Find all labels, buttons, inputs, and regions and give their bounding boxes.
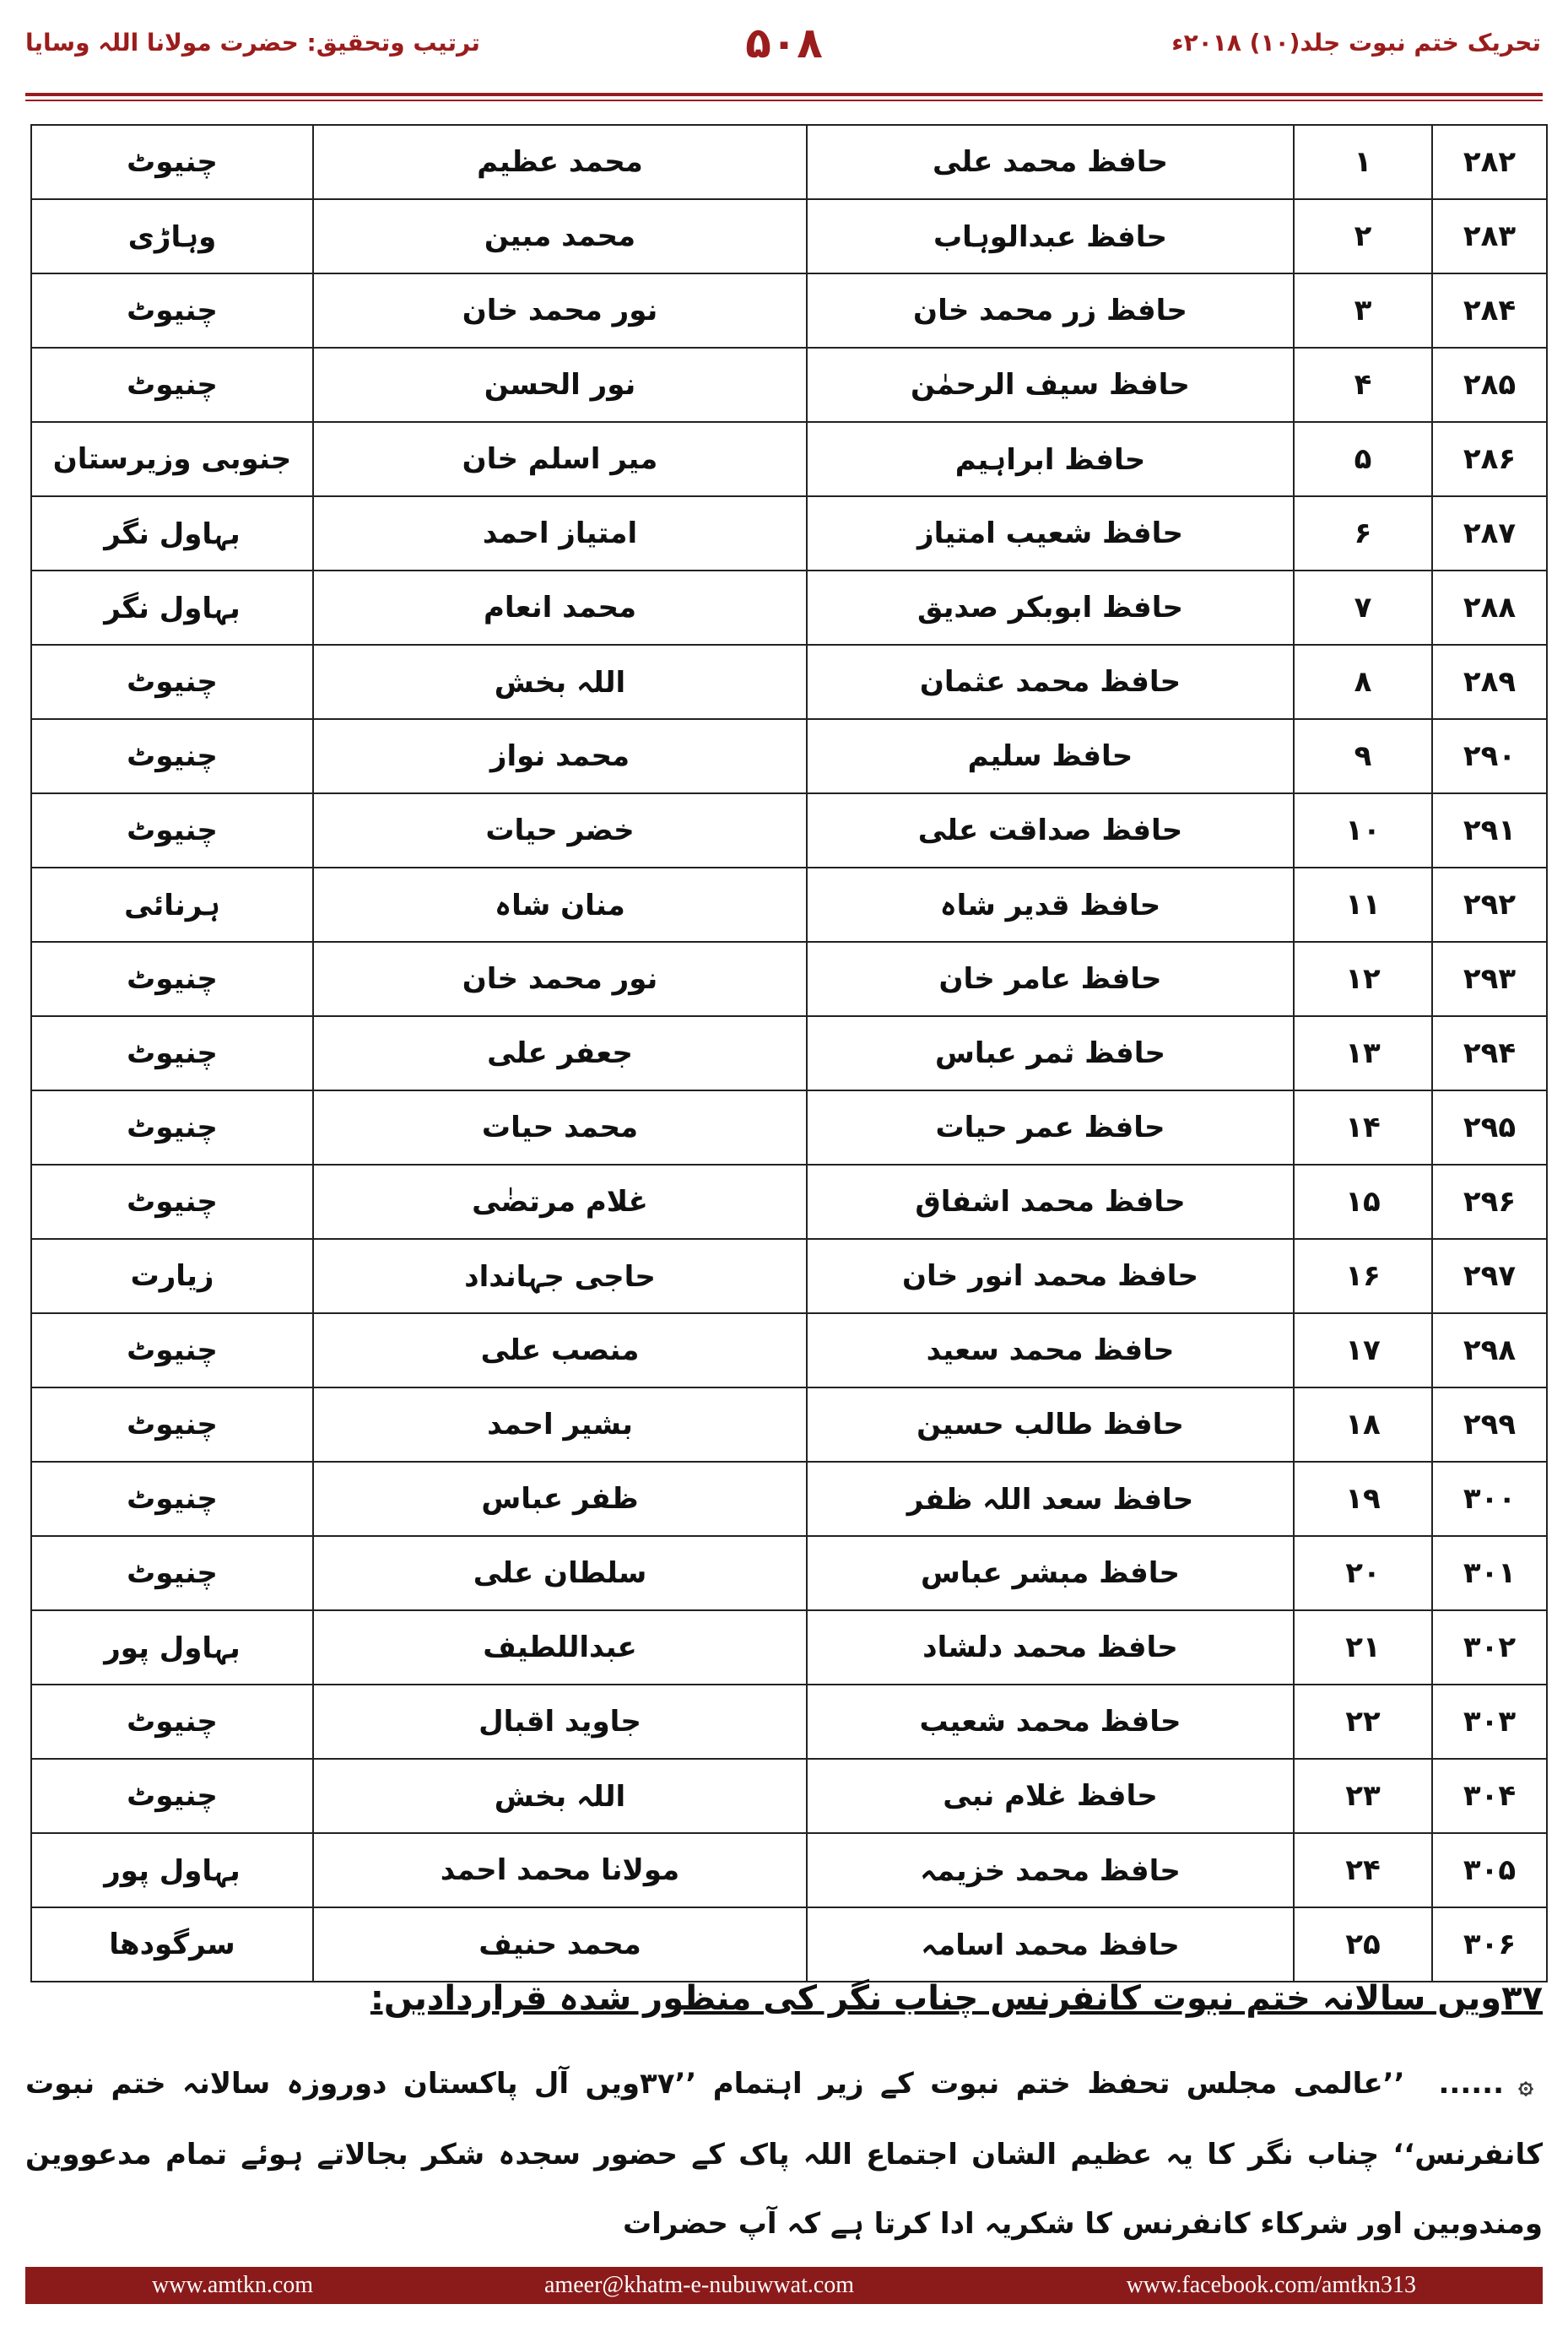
table-row [31, 719, 1547, 793]
table-row [31, 571, 1547, 645]
row-number-cell: ۱۷ [1294, 1313, 1432, 1387]
names-table [30, 124, 1548, 1982]
city-cell: چنیوٹ [31, 1759, 313, 1833]
father-name-cell: عبداللطیف [313, 1610, 807, 1685]
father-name-cell: امتیاز احمد [313, 496, 807, 571]
student-name-cell: حافظ قدیر شاہ [807, 868, 1294, 942]
serial-number-cell: ۲۸۴ [1432, 273, 1547, 348]
father-name-cell: نور محمد خان [313, 942, 807, 1016]
serial-number-cell: ۲۹۵ [1432, 1090, 1547, 1165]
compiler-credit: ترتیب وتحقیق: حضرت مولانا اللہ وسایا [25, 29, 480, 57]
table-body [31, 125, 1547, 1982]
father-name-cell: محمد انعام [313, 571, 807, 645]
city-cell: چنیوٹ [31, 1387, 313, 1462]
table-row [31, 273, 1547, 348]
serial-number-cell: ۲۹۴ [1432, 1016, 1547, 1090]
row-number-cell: ۸ [1294, 645, 1432, 719]
table-row [31, 1536, 1547, 1610]
row-number-cell: ۲۴ [1294, 1833, 1432, 1907]
table-row [31, 348, 1547, 422]
student-name-cell: حافظ ابوبکر صدیق [807, 571, 1294, 645]
city-cell: چنیوٹ [31, 1090, 313, 1165]
row-number-cell: ۲۲ [1294, 1685, 1432, 1759]
serial-number-cell: ۲۹۱ [1432, 793, 1547, 868]
table-row [31, 1313, 1547, 1387]
student-name-cell: حافظ محمد علی [807, 125, 1294, 199]
student-name-cell: حافظ محمد عثمان [807, 645, 1294, 719]
city-cell: چنیوٹ [31, 273, 313, 348]
row-number-cell: ۹ [1294, 719, 1432, 793]
father-name-cell: نور الحسن [313, 348, 807, 422]
table-row [31, 1759, 1547, 1833]
student-name-cell: حافظ محمد خزیمہ [807, 1833, 1294, 1907]
student-name-cell: حافظ طالب حسین [807, 1387, 1294, 1462]
page-number: ۵۰۸ [745, 19, 823, 68]
table-row [31, 1462, 1547, 1536]
serial-number-cell: ۳۰۶ [1432, 1907, 1547, 1982]
header-rule-thin [25, 100, 1543, 101]
father-name-cell: منان شاہ [313, 868, 807, 942]
father-name-cell: محمد نواز [313, 719, 807, 793]
table-row [31, 1387, 1547, 1462]
table-row [31, 125, 1547, 199]
student-name-cell: حافظ سیف الرحمٰن [807, 348, 1294, 422]
serial-number-cell: ۲۸۶ [1432, 422, 1547, 496]
table-row [31, 496, 1547, 571]
student-name-cell: حافظ ابراہیم [807, 422, 1294, 496]
row-number-cell: ۱۲ [1294, 942, 1432, 1016]
serial-number-cell: ۳۰۳ [1432, 1685, 1547, 1759]
father-name-cell: غلام مرتضٰی [313, 1165, 807, 1239]
row-number-cell: ۲۰ [1294, 1536, 1432, 1610]
row-number-cell: ۱۱ [1294, 868, 1432, 942]
serial-number-cell: ۳۰۴ [1432, 1759, 1547, 1833]
serial-number-cell: ۲۸۸ [1432, 571, 1547, 645]
row-number-cell: ۱ [1294, 125, 1432, 199]
city-cell: چنیوٹ [31, 793, 313, 868]
serial-number-cell: ۳۰۰ [1432, 1462, 1547, 1536]
father-name-cell: محمد حیات [313, 1090, 807, 1165]
student-name-cell: حافظ محمد انور خان [807, 1239, 1294, 1313]
student-name-cell: حافظ عامر خان [807, 942, 1294, 1016]
student-name-cell: حافظ محمد سعید [807, 1313, 1294, 1387]
table-row [31, 868, 1547, 942]
student-name-cell: حافظ عبدالوہاب [807, 199, 1294, 273]
footer-facebook-link[interactable]: www.facebook.com/amtkn313 [1126, 2272, 1416, 2298]
serial-number-cell: ۲۸۷ [1432, 496, 1547, 571]
father-name-cell: خضر حیات [313, 793, 807, 868]
city-cell: چنیوٹ [31, 125, 313, 199]
father-name-cell: محمد مبین [313, 199, 807, 273]
father-name-cell: حاجی جہانداد [313, 1239, 807, 1313]
city-cell: چنیوٹ [31, 1313, 313, 1387]
serial-number-cell: ۳۰۵ [1432, 1833, 1547, 1907]
page-header [0, 0, 1568, 101]
row-number-cell: ۲۵ [1294, 1907, 1432, 1982]
serial-number-cell: ۲۹۰ [1432, 719, 1547, 793]
city-cell: بہاول پور [31, 1833, 313, 1907]
city-cell: چنیوٹ [31, 719, 313, 793]
city-cell: سرگودھا [31, 1907, 313, 1982]
student-name-cell: حافظ عمر حیات [807, 1090, 1294, 1165]
father-name-cell: محمد حنیف [313, 1907, 807, 1982]
row-number-cell: ۱۳ [1294, 1016, 1432, 1090]
serial-number-cell: ۲۹۹ [1432, 1387, 1547, 1462]
student-name-cell: حافظ محمد شعیب [807, 1685, 1294, 1759]
serial-number-cell: ۲۸۳ [1432, 199, 1547, 273]
father-name-cell: نور محمد خان [313, 273, 807, 348]
father-name-cell: سلطان علی [313, 1536, 807, 1610]
student-name-cell: حافظ سلیم [807, 719, 1294, 793]
city-cell: چنیوٹ [31, 1165, 313, 1239]
row-number-cell: ۶ [1294, 496, 1432, 571]
leader-dots: ...... [1438, 2067, 1504, 2101]
father-name-cell: اللہ بخش [313, 1759, 807, 1833]
city-cell: چنیوٹ [31, 1016, 313, 1090]
table-row [31, 1165, 1547, 1239]
city-cell: جنوبی وزیرستان [31, 422, 313, 496]
row-number-cell: ۱۸ [1294, 1387, 1432, 1462]
row-number-cell: ۱۹ [1294, 1462, 1432, 1536]
row-number-cell: ۳ [1294, 273, 1432, 348]
serial-number-cell: ۲۹۷ [1432, 1239, 1547, 1313]
row-number-cell: ۲۱ [1294, 1610, 1432, 1685]
student-name-cell: حافظ محمد دلشاد [807, 1610, 1294, 1685]
table-row [31, 793, 1547, 868]
city-cell: بہاول نگر [31, 571, 313, 645]
table-row [31, 645, 1547, 719]
table-row [31, 1239, 1547, 1313]
serial-number-cell: ۲۹۶ [1432, 1165, 1547, 1239]
table-row [31, 1833, 1547, 1907]
father-name-cell: منصب علی [313, 1313, 807, 1387]
serial-number-cell: ۲۸۹ [1432, 645, 1547, 719]
father-name-cell: میر اسلم خان [313, 422, 807, 496]
serial-number-cell: ۲۹۲ [1432, 868, 1547, 942]
city-cell: بہاول پور [31, 1610, 313, 1685]
table-row [31, 1016, 1547, 1090]
student-name-cell: حافظ محمد اسامہ [807, 1907, 1294, 1982]
city-cell: وہاڑی [31, 199, 313, 273]
serial-number-cell: ۲۸۵ [1432, 348, 1547, 422]
father-name-cell: بشیر احمد [313, 1387, 807, 1462]
table-row [31, 1685, 1547, 1759]
father-name-cell: جاوید اقبال [313, 1685, 807, 1759]
ornament-icon: ۞ [1518, 2070, 1533, 2100]
student-name-cell: حافظ ثمر عباس [807, 1016, 1294, 1090]
table-row [31, 422, 1547, 496]
father-name-cell: محمد عظیم [313, 125, 807, 199]
serial-number-cell: ۲۹۸ [1432, 1313, 1547, 1387]
city-cell: چنیوٹ [31, 348, 313, 422]
row-number-cell: ۱۶ [1294, 1239, 1432, 1313]
resolution-text: ’’عالمی مجلس تحفظ ختم نبوت کے زیر اہتمام ’’۳۷ویں آل پاکستان دوروزہ سالانہ ختم نبوت کانفرنس‘‘ چناب نگر کا یہ عظیم الشان اجتماع اللہ پاک کے حضور سجدہ شکر بجالاتے ہوئے تمام مدعووین ومندوبین اور شرکاء کانفرنس کا شکریہ ادا کرتا ہے کہ آپ حضرات [25, 2067, 1543, 2241]
table-row [31, 1610, 1547, 1685]
serial-number-cell: ۳۰۲ [1432, 1610, 1547, 1685]
city-cell: زیارت [31, 1239, 313, 1313]
city-cell: چنیوٹ [31, 1685, 313, 1759]
student-name-cell: حافظ محمد اشفاق [807, 1165, 1294, 1239]
city-cell: بہاول نگر [31, 496, 313, 571]
row-number-cell: ۱۴ [1294, 1090, 1432, 1165]
row-number-cell: ۱۵ [1294, 1165, 1432, 1239]
row-number-cell: ۱۰ [1294, 793, 1432, 868]
serial-number-cell: ۳۰۱ [1432, 1536, 1547, 1610]
student-name-cell: حافظ صداقت علی [807, 793, 1294, 868]
table-row [31, 199, 1547, 273]
row-number-cell: ۷ [1294, 571, 1432, 645]
father-name-cell: اللہ بخش [313, 645, 807, 719]
father-name-cell: ظفر عباس [313, 1462, 807, 1536]
footer-website-link[interactable]: www.amtkn.com [152, 2272, 314, 2298]
row-number-cell: ۵ [1294, 422, 1432, 496]
table-row [31, 1907, 1547, 1982]
father-name-cell: مولانا محمد احمد [313, 1833, 807, 1907]
names-table-container [30, 124, 1538, 1982]
student-name-cell: حافظ شعیب امتیاز [807, 496, 1294, 571]
resolution-paragraph [25, 2049, 1543, 2258]
student-name-cell: حافظ سعد اللہ ظفر [807, 1462, 1294, 1536]
header-rule [25, 93, 1543, 96]
table-row [31, 942, 1547, 1016]
student-name-cell: حافظ غلام نبی [807, 1759, 1294, 1833]
row-number-cell: ۲۳ [1294, 1759, 1432, 1833]
footer-email-link[interactable]: ameer@khatm-e-nubuwwat.com [544, 2272, 855, 2298]
serial-number-cell: ۲۹۳ [1432, 942, 1547, 1016]
row-number-cell: ۲ [1294, 199, 1432, 273]
student-name-cell: حافظ مبشر عباس [807, 1536, 1294, 1610]
row-number-cell: ۴ [1294, 348, 1432, 422]
student-name-cell: حافظ زر محمد خان [807, 273, 1294, 348]
city-cell: چنیوٹ [31, 942, 313, 1016]
page-footer [25, 2267, 1543, 2304]
city-cell: ہرنائی [31, 868, 313, 942]
book-title: تحریک ختم نبوت جلد(۱۰) ۲۰۱۸ء [1171, 29, 1541, 57]
table-row [31, 1090, 1547, 1165]
city-cell: چنیوٹ [31, 1462, 313, 1536]
father-name-cell: جعفر علی [313, 1016, 807, 1090]
city-cell: چنیوٹ [31, 1536, 313, 1610]
serial-number-cell: ۲۸۲ [1432, 125, 1547, 199]
city-cell: چنیوٹ [31, 645, 313, 719]
resolutions-heading: ۳۷ویں سالانہ ختم نبوت کانفرنس چناب نگر کی منظور شدہ قراردادیں: [370, 1979, 1543, 2018]
